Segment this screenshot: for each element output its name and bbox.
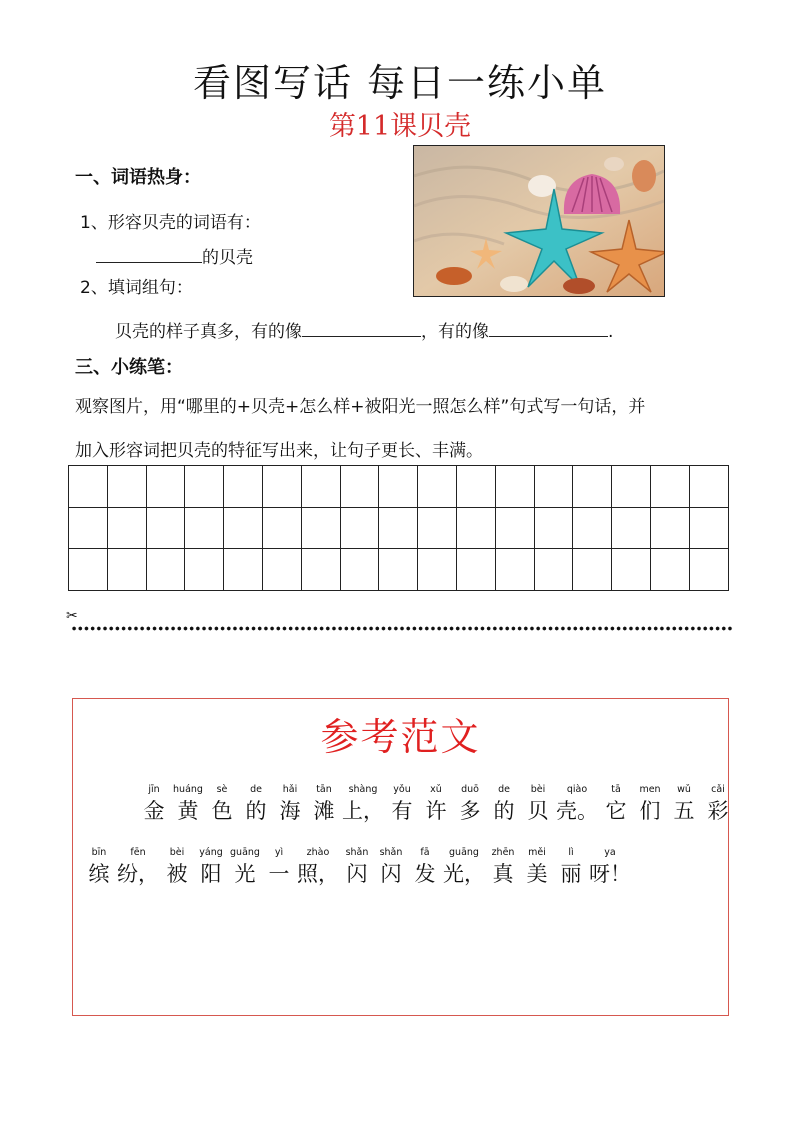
ruby-char — [385, 783, 419, 825]
grid-cell[interactable] — [379, 507, 418, 549]
pinyin: qiào — [566, 784, 588, 795]
hanzi: 海 — [279, 799, 301, 823]
grid-cell[interactable] — [146, 549, 185, 591]
grid-cell[interactable] — [340, 507, 379, 549]
ruby-char — [408, 846, 442, 888]
grid-row — [69, 549, 729, 591]
hanzi: 呀！ — [589, 862, 631, 886]
ruby-char — [486, 846, 520, 888]
sample-essay-title: 参考范文 — [320, 715, 481, 759]
grid-cell[interactable] — [301, 507, 340, 549]
pinyin: zhào — [306, 847, 330, 858]
ruby-char — [273, 783, 307, 825]
pinyin: wǔ — [677, 784, 691, 795]
grid-cell[interactable] — [107, 507, 146, 549]
q1-blank[interactable] — [96, 244, 202, 263]
pinyin: shǎn — [379, 847, 403, 858]
grid-cell[interactable] — [534, 466, 573, 508]
pinyin: men — [639, 784, 661, 795]
grid-cell[interactable] — [340, 466, 379, 508]
ruby-char — [554, 846, 588, 888]
ruby-char — [340, 846, 374, 888]
ruby-char — [194, 846, 228, 888]
ruby-char — [520, 846, 554, 888]
grid-cell[interactable] — [612, 507, 651, 549]
ruby-char — [171, 783, 205, 825]
ruby-char — [239, 783, 273, 825]
ruby-char — [442, 846, 486, 888]
q2-end: . — [608, 322, 614, 342]
pinyin: yáng — [199, 847, 223, 858]
grid-cell[interactable] — [418, 466, 457, 508]
grid-cell[interactable] — [495, 507, 534, 549]
grid-cell[interactable] — [69, 507, 108, 549]
ruby-char — [667, 783, 701, 825]
q2-label: 2、填词组句： — [80, 278, 193, 298]
ruby-char — [588, 846, 632, 888]
pinyin: yǒu — [393, 784, 411, 795]
grid-cell[interactable] — [689, 466, 728, 508]
hanzi: 多 — [459, 799, 481, 823]
hanzi: 照， — [297, 862, 339, 886]
hanzi: 它 — [605, 799, 627, 823]
grid-cell[interactable] — [573, 549, 612, 591]
hanzi: 真 — [492, 862, 514, 886]
ruby-char — [487, 783, 521, 825]
grid-cell[interactable] — [456, 549, 495, 591]
grid-cell[interactable] — [146, 507, 185, 549]
hanzi: 丽 — [560, 862, 582, 886]
hanzi: 五 — [673, 799, 695, 823]
hanzi: 彩 — [707, 799, 729, 823]
pinyin: fēn — [130, 847, 146, 858]
pinyin: de — [250, 784, 262, 795]
hanzi: 色 — [211, 799, 233, 823]
hanzi: 一 — [268, 862, 290, 886]
grid-cell[interactable] — [185, 507, 224, 549]
hanzi: 上， — [342, 799, 384, 823]
grid-cell[interactable] — [534, 507, 573, 549]
hanzi: 黄 — [177, 799, 199, 823]
pinyin: tā — [611, 784, 621, 795]
hanzi: 被 — [166, 862, 188, 886]
grid-cell[interactable] — [224, 466, 263, 508]
q2-blank-2[interactable] — [489, 318, 608, 337]
pinyin: tān — [316, 784, 332, 795]
q2-sentence — [115, 317, 613, 342]
hanzi: 纷， — [117, 862, 159, 886]
q2-part1: 贝壳的样子真多，有的像 — [115, 322, 302, 342]
grid-cell[interactable] — [456, 507, 495, 549]
q1-line — [96, 243, 253, 268]
sample-line-1 — [103, 783, 735, 825]
pinyin: duō — [461, 784, 479, 795]
ruby-char — [296, 846, 340, 888]
grid-cell[interactable] — [224, 507, 263, 549]
grid-cell[interactable] — [301, 549, 340, 591]
grid-cell[interactable] — [689, 549, 728, 591]
pinyin: měi — [528, 847, 546, 858]
hanzi: 们 — [639, 799, 661, 823]
pinyin: guāng — [449, 847, 479, 858]
grid-cell[interactable] — [185, 549, 224, 591]
pinyin: jīn — [148, 784, 160, 795]
grid-cell[interactable] — [612, 549, 651, 591]
q2-part2: ，有的像 — [421, 322, 489, 342]
lesson-subtitle: 第11课贝壳 — [328, 111, 472, 142]
hanzi: 阳 — [200, 862, 222, 886]
grid-cell[interactable] — [107, 466, 146, 508]
hanzi: 的 — [493, 799, 515, 823]
sample-line-2 — [82, 846, 632, 888]
grid-cell[interactable] — [689, 507, 728, 549]
pinyin: fā — [420, 847, 430, 858]
ruby-char — [137, 783, 171, 825]
ruby-char — [453, 783, 487, 825]
hanzi: 美 — [526, 862, 548, 886]
grid-cell[interactable] — [495, 466, 534, 508]
q1-label: 1、形容贝壳的词语有： — [80, 213, 261, 233]
instruction-line-2: 加入形容词把贝壳的特征写出来，让句子更长、丰满。 — [75, 441, 483, 461]
pinyin: cǎi — [711, 784, 725, 795]
grid-cell[interactable] — [456, 466, 495, 508]
ruby-char — [633, 783, 667, 825]
ruby-char — [262, 846, 296, 888]
pinyin: ya — [604, 847, 616, 858]
grid-cell[interactable] — [262, 507, 301, 549]
ruby-char — [374, 846, 408, 888]
pinyin: de — [498, 784, 510, 795]
ruby-char — [160, 846, 194, 888]
hanzi: 壳。 — [556, 799, 598, 823]
hanzi: 滩 — [313, 799, 335, 823]
grid-cell[interactable] — [107, 549, 146, 591]
grid-cell[interactable] — [224, 549, 263, 591]
grid-cell[interactable] — [573, 466, 612, 508]
hanzi: 有 — [391, 799, 413, 823]
grid-cell[interactable] — [301, 466, 340, 508]
ruby-char — [116, 846, 160, 888]
hanzi: 的 — [245, 799, 267, 823]
scissors-icon: ✂ — [66, 608, 78, 624]
ruby-char — [555, 783, 599, 825]
grid-cell[interactable] — [69, 549, 108, 591]
pinyin: yì — [274, 847, 284, 858]
seashell-illustration — [414, 146, 664, 296]
grid-cell[interactable] — [650, 549, 689, 591]
grid-cell[interactable] — [379, 466, 418, 508]
grid-cell[interactable] — [69, 466, 108, 508]
ruby-char — [307, 783, 341, 825]
hanzi: 金 — [143, 799, 165, 823]
pinyin: bèi — [169, 847, 185, 858]
hanzi: 光， — [443, 862, 485, 886]
grid-cell[interactable] — [573, 507, 612, 549]
pinyin: zhēn — [491, 847, 515, 858]
instruction-line-1: 观察图片，用“哪里的+贝壳+怎么样+被阳光一照怎么样”句式写一句话，并 — [75, 397, 646, 417]
ruby-char — [228, 846, 262, 888]
grid-cell[interactable] — [534, 549, 573, 591]
grid-cell[interactable] — [612, 466, 651, 508]
cut-line-divider — [71, 626, 733, 631]
grid-cell[interactable] — [650, 466, 689, 508]
pinyin: shǎn — [345, 847, 369, 858]
ruby-char — [701, 783, 735, 825]
grid-cell[interactable] — [418, 507, 457, 549]
grid-cell[interactable] — [379, 549, 418, 591]
grid-cell[interactable] — [340, 549, 379, 591]
q2-blank-1[interactable] — [302, 318, 421, 337]
pinyin: shàng — [348, 784, 378, 795]
pinyin: bèi — [530, 784, 546, 795]
hanzi: 闪 — [346, 862, 368, 886]
seashell-photo — [413, 145, 665, 297]
grid-row — [69, 507, 729, 549]
hanzi: 贝 — [527, 799, 549, 823]
page-title: 看图写话 每日一练小单 — [192, 61, 608, 105]
ruby-char — [341, 783, 385, 825]
grid-cell[interactable] — [262, 549, 301, 591]
grid-cell[interactable] — [262, 466, 301, 508]
hanzi: 许 — [425, 799, 447, 823]
hanzi: 缤 — [88, 862, 110, 886]
pinyin: xǔ — [430, 784, 442, 795]
section3-heading: 三、小练笔： — [75, 357, 183, 378]
grid-cell[interactable] — [185, 466, 224, 508]
writing-grid[interactable] — [68, 465, 729, 591]
ruby-char — [205, 783, 239, 825]
ruby-char — [419, 783, 453, 825]
grid-cell[interactable] — [650, 507, 689, 549]
pinyin: sè — [216, 784, 228, 795]
section1-heading: 一、词语热身： — [75, 167, 201, 188]
grid-cell[interactable] — [418, 549, 457, 591]
ruby-char — [82, 846, 116, 888]
pinyin: hǎi — [282, 784, 298, 795]
ruby-char — [103, 783, 137, 825]
pinyin: bīn — [91, 847, 107, 858]
ruby-char — [599, 783, 633, 825]
ruby-char — [521, 783, 555, 825]
pinyin: lì — [568, 847, 574, 858]
hanzi: 闪 — [380, 862, 402, 886]
pinyin: huáng — [173, 784, 203, 795]
pinyin: guāng — [230, 847, 260, 858]
grid-cell[interactable] — [146, 466, 185, 508]
q1-suffix: 的贝壳 — [202, 248, 253, 268]
hanzi: 发 — [414, 862, 436, 886]
grid-row — [69, 466, 729, 508]
hanzi: 光 — [234, 862, 256, 886]
grid-cell[interactable] — [495, 549, 534, 591]
